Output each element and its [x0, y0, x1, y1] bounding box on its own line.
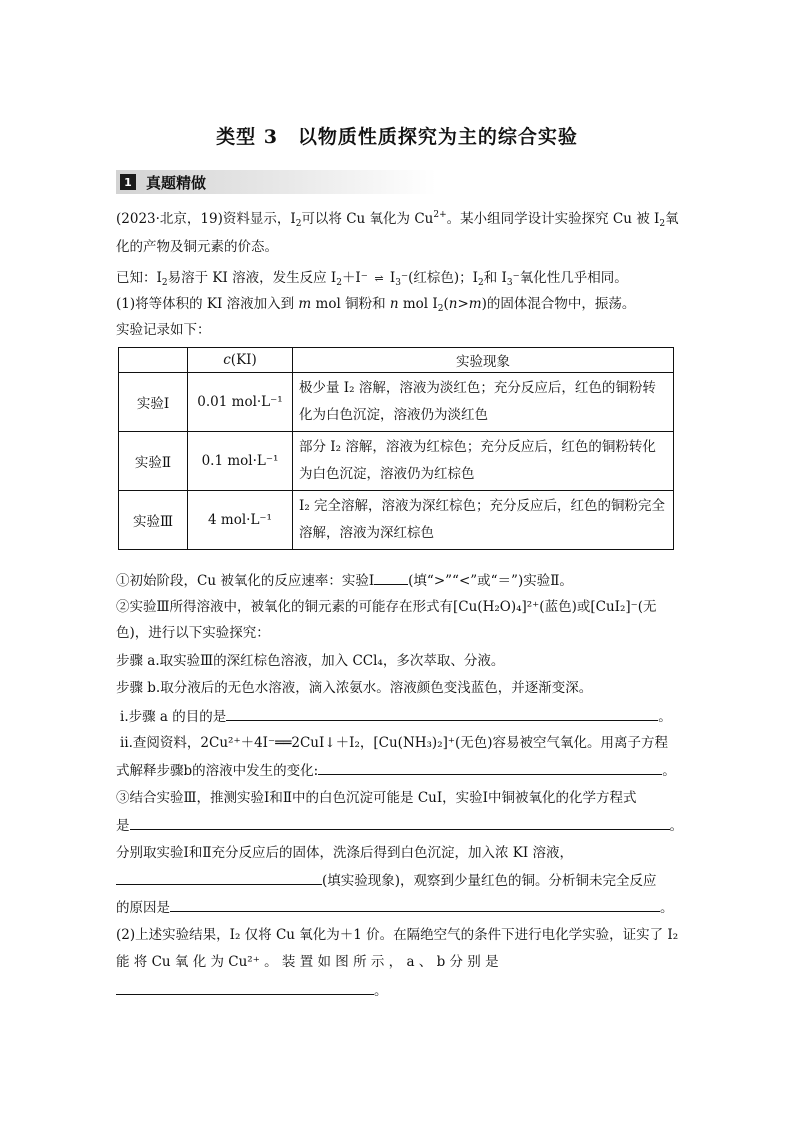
known-i: ⁻	[512, 270, 520, 286]
answer-blank-1[interactable]	[374, 570, 408, 585]
sub-ii-end: 。	[662, 763, 676, 779]
p4-l3: 的原因是	[116, 900, 170, 916]
table-header-empty	[119, 348, 188, 373]
known-e: I	[389, 270, 396, 286]
answer-blank-5[interactable]	[116, 870, 322, 885]
intro-text-d: 。某小组同学设计实验探究 Cu 被 I	[446, 211, 660, 227]
intro-text-e: 氧	[665, 211, 679, 227]
table-cell-observation: 极少量 I₂ 溶解，溶液为淡红色；充分反应后，红色的铜粉转化为白色沉淀，溶液仍为淡红色	[293, 373, 674, 432]
table-row	[119, 491, 674, 550]
part-3-line-1: ③结合实验Ⅲ，推测实验Ⅰ和Ⅱ中的白色沉淀可能是 CuI，实验Ⅰ中铜被氧化的化学方程式	[116, 790, 637, 806]
q1-m1: m	[298, 296, 312, 312]
step-a-line: 步骤 a.取实验Ⅲ的深红棕色溶液，加入 CCl₄，多次萃取、分液。	[116, 653, 505, 669]
sub-ii-line-2	[116, 760, 676, 781]
section-header	[116, 170, 436, 194]
known-c: ＋I	[341, 270, 361, 286]
q2-end: 。	[374, 983, 388, 999]
q1-c: mol I	[398, 296, 438, 312]
sub-i-text: ⅰ.步骤 a 的目的是	[120, 709, 227, 725]
record-label: 实验记录如下：	[116, 322, 211, 338]
q1-e: >	[457, 296, 469, 312]
part-2-line-2: 色)，进行以下实验探究：	[116, 625, 270, 641]
table-row	[119, 432, 674, 491]
intro-line-1: (2023·北京，19)资料显示，$I_2$可以将 Cu 氧化为 $Cu^{2+}$。某小组同学设计实验探究 Cu 被 $I_2$氧	[116, 210, 679, 229]
table-cell-conc: 0.1 mol·L⁻¹	[188, 432, 293, 491]
sub-ii-text: 式解释步骤b的溶液中发生的变化:	[116, 763, 319, 779]
analysis-line-2	[116, 870, 657, 891]
table-header-observation: 实验现象	[293, 348, 674, 373]
table-cell-name: 实验Ⅱ	[119, 432, 188, 491]
answer-blank-7[interactable]	[116, 980, 374, 995]
equilibrium-arrow-icon: ⇌	[374, 272, 384, 285]
table-row	[119, 373, 674, 432]
question-1-line: (1)将等体积的 KI 溶液加入到 m mol 铜粉和 n mol $I_2(n>m)$的固体混合物中，振荡。	[116, 296, 636, 314]
analysis-line-1: 分别取实验Ⅰ和Ⅱ充分反应后的固体，洗涤后得到白色沉淀，加入浓 KI 溶液，	[116, 845, 574, 861]
part-1-line	[116, 570, 573, 591]
q1-f: )的固体混合物中，振荡。	[481, 296, 636, 312]
step-b-line: 步骤 b.取分液后的无色水溶液，滴入浓氨水。溶液颜色变浅蓝色，并逐渐变深。	[116, 680, 593, 696]
table-cell-name: 实验Ⅲ	[119, 491, 188, 550]
sub-i-line	[120, 706, 672, 727]
part-3-line-2	[116, 815, 683, 836]
table-cell-conc: 4 mol·L⁻¹	[188, 491, 293, 550]
p4-text: (填实验现象)，观察到少量红色的铜。分析铜未完全反应	[322, 873, 657, 889]
known-f: ⁻	[401, 270, 409, 286]
q1-n2: n	[448, 296, 458, 312]
table-header-conc: c(KI)	[188, 348, 293, 373]
table-cell-observation: 部分 I₂ 溶解，溶液为红棕色；充分反应后，红色的铜粉转化为白色沉淀，溶液仍为红棕色	[293, 432, 674, 491]
table-header-row	[119, 348, 674, 373]
section-number-icon: 1	[120, 174, 136, 190]
sub-ii-line-1: ⅱ.查阅资料，2Cu²⁺＋4I⁻══2CuI↓＋I₂，[Cu(NH₃)₂]⁺(无色)容易被空气氧化。用离子方程	[120, 735, 669, 751]
p1-a: ①初始阶段，Cu 被氧化的反应速率：实验Ⅰ	[116, 573, 375, 589]
known-j: 氧化性几乎相同。	[519, 270, 628, 286]
intro-line-2: 化的产物及铜元素的价态。	[116, 239, 278, 255]
table-cell-observation: I₂ 完全溶解，溶液为深红棕色；充分反应后，红色的铜粉完全溶解，溶液为深红棕色	[293, 491, 674, 550]
question-2-line-2: 能 将 Cu 氧 化 为 Cu²⁺ 。 装 置 如 图 所 示 ， a 、 b 分 别 是	[116, 954, 499, 970]
table-cell-name: 实验Ⅰ	[119, 373, 188, 432]
answer-blank-4[interactable]	[130, 815, 670, 830]
intro-charge: 2+	[433, 210, 447, 220]
answer-blank-6[interactable]	[170, 897, 660, 912]
known-d: ⁻	[360, 270, 368, 286]
question-2-line-1: (2)上述实验结果，I₂ 仅将 Cu 氧化为＋1 价。在隔绝空气的条件下进行电化学实验，证实了 I₂	[116, 927, 679, 943]
q1-d: (	[443, 296, 449, 312]
q1-n1: n	[389, 296, 399, 312]
sub-i-end: 。	[658, 709, 672, 725]
q1-a: (1)将等体积的 KI 溶液加入到	[116, 296, 299, 312]
p1-b: (填“>”“<”或“＝”)实验Ⅱ。	[408, 573, 573, 589]
analysis-line-3	[116, 897, 674, 918]
p3-end: 。	[669, 818, 683, 834]
page-title: 类型 3 以物质性质探究为主的综合实验	[216, 126, 578, 148]
q1-b: mol 铜粉和	[311, 296, 390, 312]
experiment-table	[118, 347, 674, 550]
answer-blank-3[interactable]	[318, 760, 662, 775]
q1-m2: m	[468, 296, 482, 312]
p4-end: 。	[660, 900, 674, 916]
answer-blank-2[interactable]	[226, 706, 658, 721]
p3-text: 是	[116, 818, 130, 834]
section-label: 真题精做	[146, 173, 207, 192]
question-2-line-3	[116, 980, 388, 1001]
known-b: 易溶于 KI 溶液，发生反应 I	[167, 270, 337, 286]
known-line: 已知：$I_2$易溶于 KI 溶液，发生反应 $I_2+I^-$ ⇌ $I_3^-$(红棕色)；$I_2$和 $I_3^-$氧化性几乎相同。	[116, 270, 628, 288]
table-cell-conc: 0.01 mol·L⁻¹	[188, 373, 293, 432]
known-a: 已知：I	[116, 270, 162, 286]
intro-text-b: 可以将 Cu 氧化为 Cu	[301, 211, 434, 227]
known-h: 和 I	[483, 270, 507, 286]
known-g: (红棕色)；I	[408, 270, 479, 286]
intro-text-a: (2023·北京，19)资料显示，I	[116, 211, 296, 227]
part-2-line-1: ②实验Ⅲ所得溶液中，被氧化的铜元素的可能存在形式有[Cu(H₂O)₄]²⁺(蓝色)或[CuI₂]⁻(无	[116, 599, 657, 615]
